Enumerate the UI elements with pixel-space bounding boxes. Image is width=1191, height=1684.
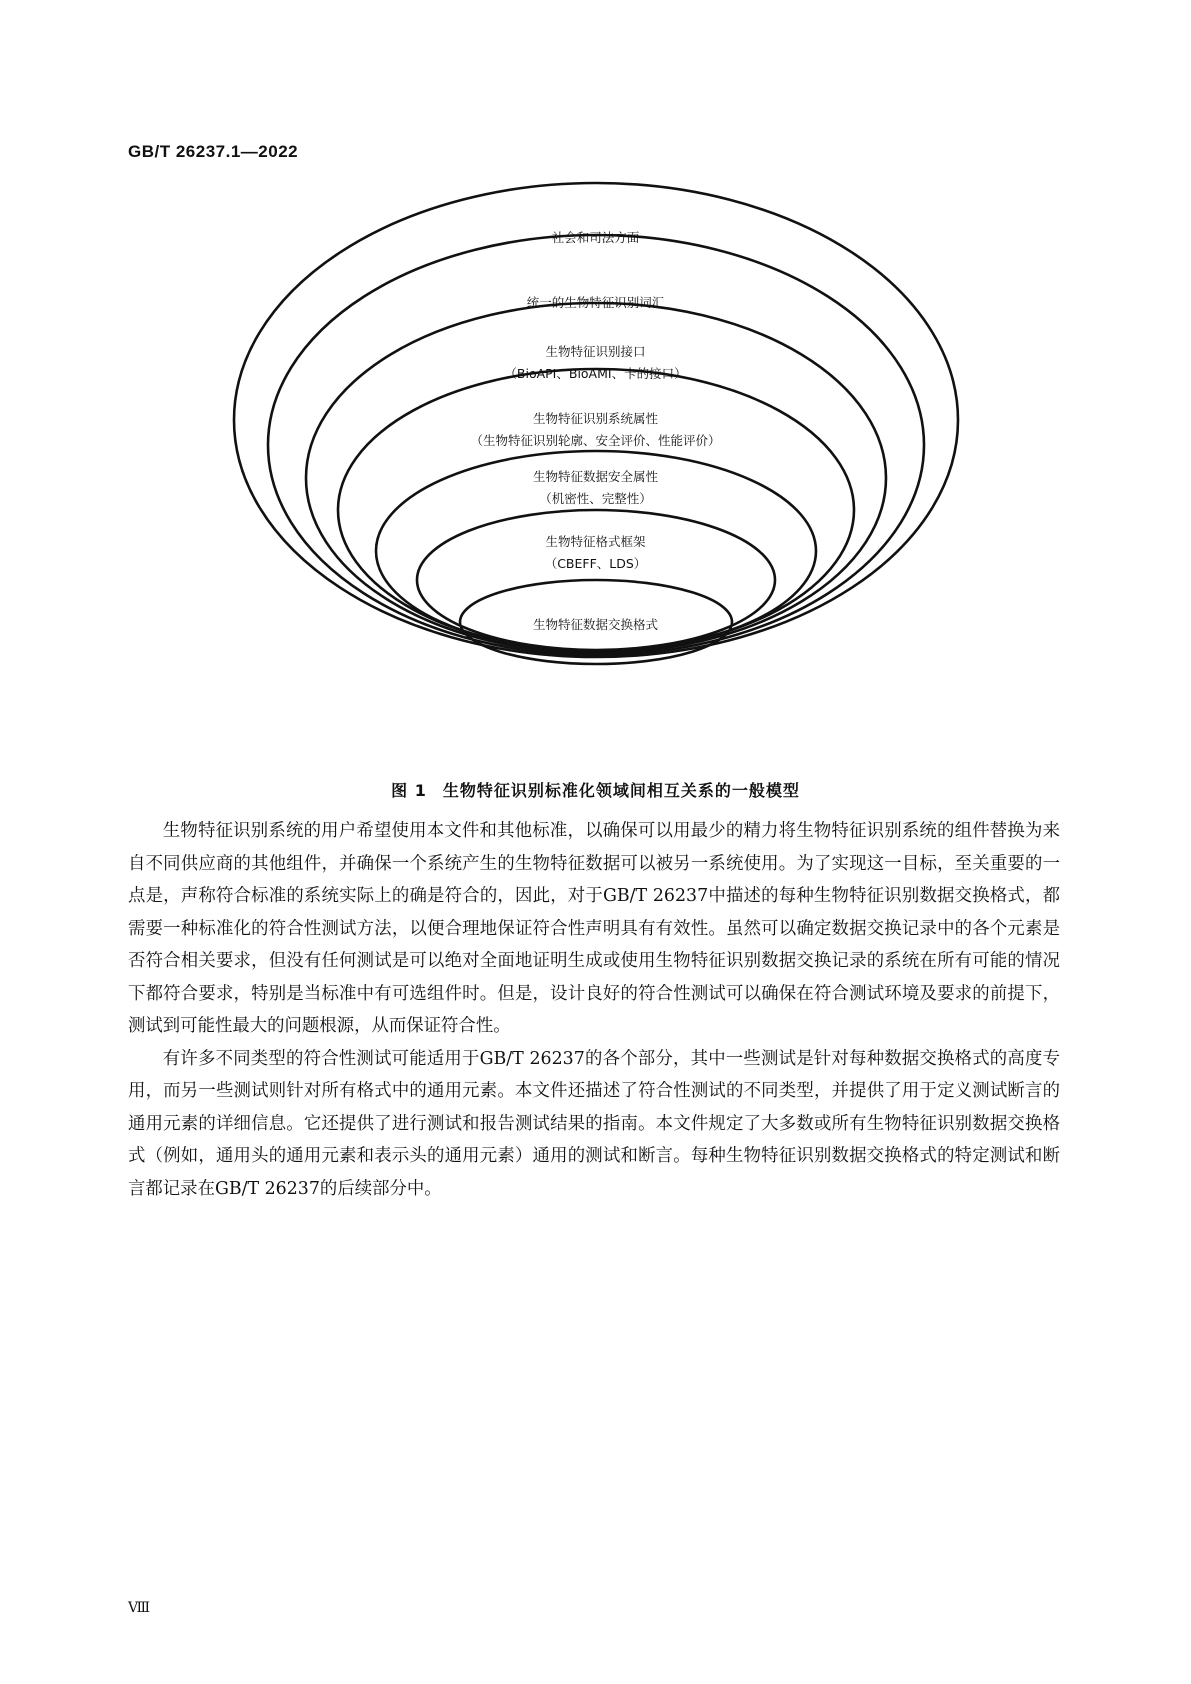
body-text [128,815,1060,1205]
page-number: Ⅷ [128,1600,151,1616]
figure-number: 图 1 [391,781,427,800]
layer-4-label: 生物特征识别系统属性 [532,411,658,426]
layer-3-label: 生物特征识别接口 [545,344,646,359]
figure-caption [0,778,1191,801]
layer-6-label: 生物特征格式框架 [545,534,646,549]
standard-code: GB/T 26237.1—2022 [128,142,299,161]
layer-3-detail: （BioAPI、BioAMI、卡的接口） [504,366,687,381]
figure-caption-text: 生物特征识别标准化领域间相互关系的一般模型 [442,781,800,800]
nested-ellipse-figure [0,0,1191,760]
layer-1-label: 社会和司法方面 [551,230,640,245]
layer-4-detail: （生物特征识别轮廓、安全评价、性能评价） [470,433,721,448]
paragraph: 生物特征识别系统的用户希望使用本文件和其他标准，以确保可以用最少的精力将生物特征识别系统的组件替换为来自不同供应商的其他组件，并确保一个系统产生的生物特征数据可以被另一系统使用。为了实现这一目标，至关重要的一点是，声称符合标准的系统实际上的确是符合的，因此，对于GB/T 26237中描述的每种生物特征识别数据交换格式，都需要一种标准化的符合性测试方法，以便合理地保证符合性声明具有有效性。虽然可以确定数据交换记录中的各个元素是否符合相关要求，但没有任何测试是可以绝对全面地证明生成或使用生物特征识别数据交换记录的系统在所有可能的情况下都符合要求，特别是当标准中有可选组件时。但是，设计良好的符合性测试可以确保在符合测试环境及要求的前提下，测试到可能性最大的问题根源，从而保证符合性。 [128,821,1060,1036]
layer-6-detail: （CBEFF、LDS） [544,556,647,571]
layer-2-label: 统一的生物特征识别词汇 [526,295,665,310]
layer-7-label: 生物特征数据交换格式 [532,617,658,632]
paragraph: 有许多不同类型的符合性测试可能适用于GB/T 26237的各个部分，其中一些测试是针对每种数据交换格式的高度专用，而另一些测试则针对所有格式中的通用元素。本文件还描述了符合性测试的不同类型，并提供了用于定义测试断言的通用元素的详细信息。它还提供了进行测试和报告测试结果的指南。本文件规定了大多数或所有生物特征识别数据交换格式（例如，通用头的通用元素和表示头的通用元素）通用的测试和断言。每种生物特征识别数据交换格式的特定测试和断言都记录在GB/T 26237的后续部分中。 [128,1048,1060,1199]
layer-5-label: 生物特征数据安全属性 [532,469,658,484]
layer-5-detail: （机密性、完整性） [539,491,652,506]
